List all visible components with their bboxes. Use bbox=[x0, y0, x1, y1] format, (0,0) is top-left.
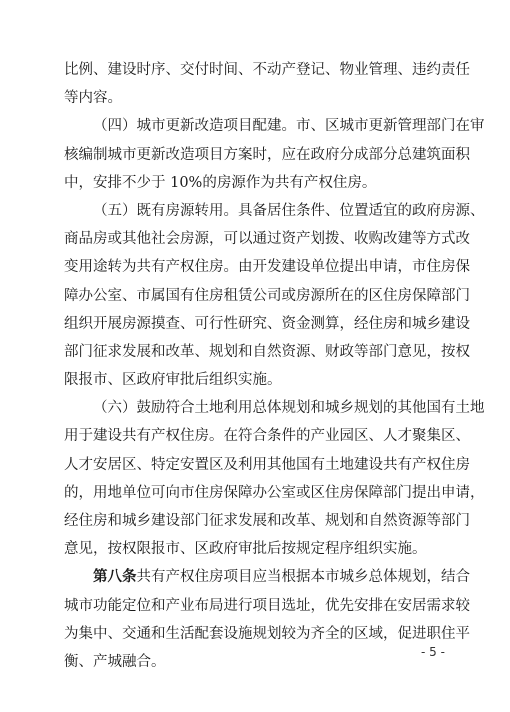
paragraph-line: （六）鼓励符合土地利用总体规划和城乡规划的其他国有土地 bbox=[93, 400, 485, 417]
paragraph-line: 商品房或其他社会房源，可以通过资产划拨、收购改建等方式改 bbox=[64, 231, 470, 248]
paragraph-line: 障办公室、市属国有住房租赁公司或房源所在的区住房保障部门 bbox=[64, 287, 470, 304]
paragraph-line: 核编制城市更新改造项目方案时，应在政府分成部分总建筑面积 bbox=[64, 146, 470, 163]
article-heading: 第八条 bbox=[93, 569, 137, 586]
paragraph-line: 部门征求发展和改革、规划和自然资源、财政等部门意见，按权 bbox=[64, 343, 470, 360]
paragraph-line bbox=[64, 563, 470, 591]
paragraph-line: 组织开展房源摸查、可行性研究、资金测算，经住房和城乡建设 bbox=[64, 315, 470, 332]
paragraph-line: 意见，按权限报市、区政府审批后按规定程序组织实施。 bbox=[64, 541, 427, 558]
paragraph-line: 的，用地单位可向市住房保障办公室或区住房保障部门提出申请， bbox=[64, 484, 485, 501]
article-text: 共有产权住房项目应当根据本市城乡总体规划，结合 bbox=[136, 569, 470, 586]
paragraph-line: 衡、产城融合。 bbox=[64, 653, 166, 670]
paragraph-line: 比例、建设时序、交付时间、不动产登记、物业管理、违约责任 bbox=[64, 62, 470, 78]
paragraph-line: 用于建设共有产权住房。在符合条件的产业园区、人才聚集区、 bbox=[64, 428, 470, 445]
document-body bbox=[64, 56, 485, 676]
paragraph-line: （四）城市更新改造项目配建。市、区城市更新管理部门在审 bbox=[93, 118, 485, 135]
paragraph-line: 为集中、交通和生活配套设施规划较为齐全的区域，促进职住平 bbox=[64, 625, 470, 642]
paragraph-line: 人才安居区、特定安置区及利用其他国有土地建设共有产权住房 bbox=[64, 456, 470, 473]
paragraph-line: 中，安排不少于 10%的房源作为共有产权住房。 bbox=[64, 174, 377, 191]
paragraph-line: （五）既有房源转用。具备居住条件、位置适宜的政府房源、 bbox=[93, 202, 485, 219]
paragraph-line: 城市功能定位和产业布局进行项目选址，优先安排在安居需求较 bbox=[64, 597, 470, 614]
paragraph-line: 限报市、区政府审批后组织实施。 bbox=[64, 372, 282, 389]
paragraph-line: 经住房和城乡建设部门征求发展和改革、规划和自然资源等部门 bbox=[64, 513, 470, 529]
page-number: - 5 - bbox=[421, 645, 445, 659]
paragraph-line: 等内容。 bbox=[64, 90, 122, 107]
paragraph-line: 变用途转为共有产权住房。由开发建设单位提出申请，市住房保 bbox=[64, 259, 470, 276]
